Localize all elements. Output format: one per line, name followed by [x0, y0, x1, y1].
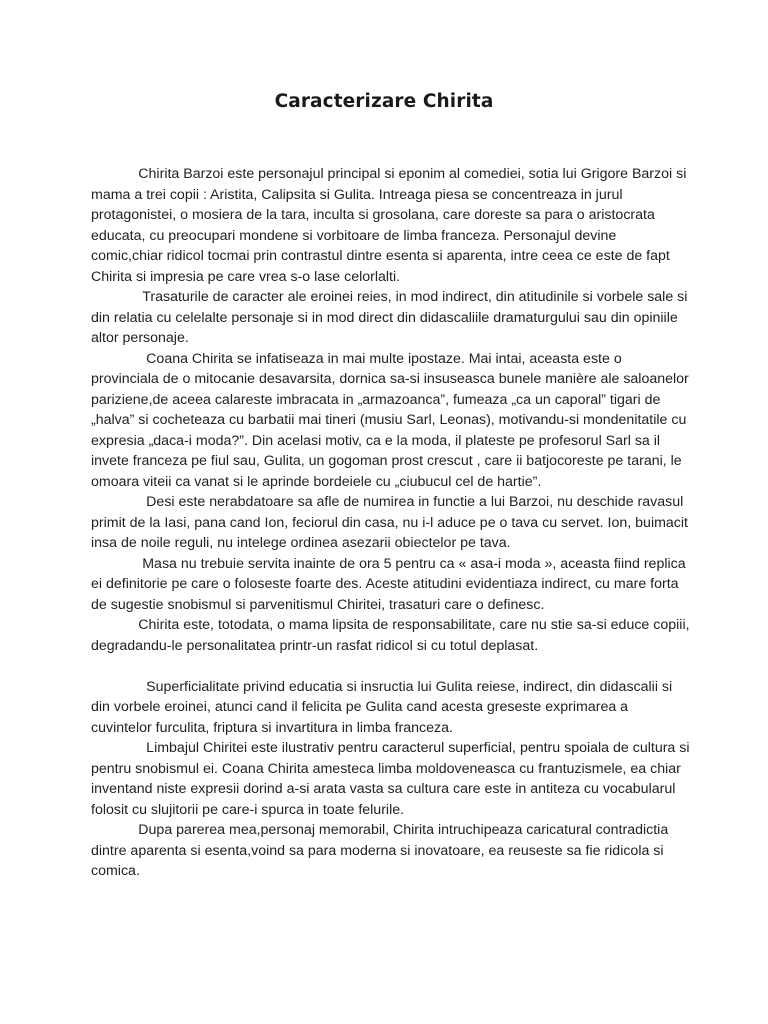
paragraph-mama: Chirita este, totodata, o mama lipsita de responsabilitate, care nu stie sa-si educe copiii, degradandu-le personalitatea printr-un rasfat ridicol si cu totul deplasat. — [91, 617, 690, 654]
paragraph-concluzie: Dupa parerea mea,personaj memorabil, Chirita intruchipeaza caricatural contradictia dintre aparenta si esenta,voind sa para moderna si inovatoare, ea reuseste sa fie ridicola si comica. — [91, 822, 669, 879]
paragraph-ravas: Desi este nerabdatoare sa afle de numirea in functie a lui Barzoi, nu deschide ravasul primit de la Iasi, pana cand Ion, feciorul din casa, nu i-l aduce pe o tava cu servet. Ion, buimacit insa de noile reguli, nu intelege ordinea asezarii obiectelor pe tava. — [91, 494, 688, 551]
paragraph-traits: Trasaturile de caracter ale eroinei reies, in mod indirect, din atitudinile si vorbele sale si din relatia cu celelalte personaje si in mod direct din didascaliile dramaturgului sau din opiniile altor personaje. — [91, 289, 688, 346]
paragraph-ipostaze: Coana Chirita se infatiseaza in mai multe ipostaze. Mai intai, aceasta este o provinciala de o mitocanie desavarsita, dornica sa-si insuseasca bunele manière ale saloanelor pariziene,de aceea calareste imbracata in „armazoanca”, fumeaza „ca un caporal” tigari de „halva” si cocheteaza cu barbatii mai tineri (musiu Sarl, Leonas), motivandu-si mondenitatile cu expresia „daca-i moda?”. Din acelasi motiv, ca e la moda, il plateste pe profesorul Sarl sa il invete franceza pe fiul sau, Gulita, un gogoman prost crescut , care ii batjocoreste pe tarani, le omoara viteii ca vanat si le aprinde bordeiele cu „ciubucul cel de hartie”. — [91, 350, 689, 490]
document-body — [91, 164, 691, 882]
document-title: Caracterizare Chirita — [274, 91, 494, 112]
paragraph-limbaj: Limbajul Chiritei este ilustrativ pentru caracterul superficial, pentru spoiala de cultura si pentru snobismul ei. Coana Chirita amesteca limba moldoveneasca cu frantuzismele, ea chiar inventand niste expresii dorind a-si arata vasta sa cultura care este in antiteza cu vocabularul folosit cu slujitorii pe care-i spurca in toate felurile. — [91, 740, 690, 818]
paragraph-intro: Chirita Barzoi este personajul principal si eponim al comediei, sotia lui Grigore Barzoi si mama a trei copii : Aristita, Calipsita si Gulita. Intreaga piesa se concentreaza in jurul protagonistei, o mosiera de la tara, inculta si grosolana, care doreste sa para o aristocrata educata, cu preocupari mondene si vorbitoare de limba franceza. Personajul devine comic,chiar ridicol tocmai prin contrastul dintre esenta si aparenta, intre ceea ce este de fapt Chirita si impresia pe care vrea s-o lase celorlalti. — [91, 166, 687, 285]
paragraph-superficialitate: Superficialitate privind educatia si insructia lui Gulita reiese, indirect, din didascalii si din vorbele eroinei, atunci cand il felicita pe Gulita cand acesta greseste exprimarea a cuvintelor furculita, friptura si invartitura in limba franceza. — [91, 678, 673, 736]
paragraph-masa: Masa nu trebuie servita inainte de ora 5 pentru ca « asa-i moda », aceasta fiind replica ei definitorie pe care o foloseste foarte des. Aceste atitudini evidentiaza indirect, cu mare forta de sugestie snobismul si parvenitismul Chiritei, trasaturi care o definesc. — [91, 555, 686, 613]
paragraph-spacer — [91, 656, 691, 677]
